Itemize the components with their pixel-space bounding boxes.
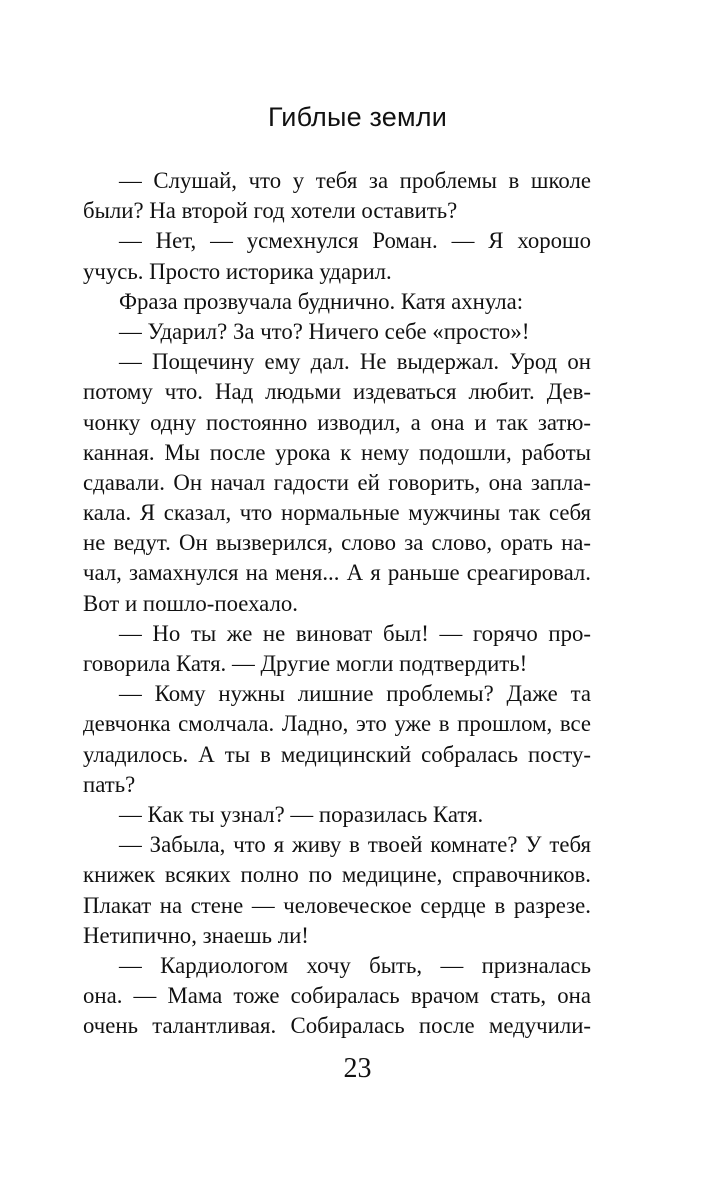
text-line: Нетипично, знаешь ли! — [83, 922, 309, 948]
text-line: Фраза прозвучала буднично. Катя ахнула: — [119, 288, 524, 314]
text-line: были? На второй год хотели оставить? — [83, 198, 458, 224]
page-number: 23 — [343, 1053, 372, 1084]
text-line: чал, замахнулся на меня... А я раньше среагировал. — [83, 560, 591, 586]
text-line: канная. Мы после урока к нему подошли, работы — [83, 439, 591, 465]
text-line: сдавали. Он начал гадости ей говорить, она запла- — [83, 469, 591, 495]
text-line: — Ударил? За что? Ничего себе «просто»! — [119, 318, 530, 344]
text-line: чонку одну постоянно изводил, а она и так затю- — [83, 409, 591, 435]
text-line: не ведут. Он вызверился, слово за слово, орать на- — [83, 530, 591, 556]
text-line: она. — Мама тоже собиралась врачом стать, она — [83, 983, 591, 1009]
text-line: — Кому нужны лишние проблемы? Даже та — [119, 681, 591, 707]
text-line: — Кардиологом хочу быть, — призналась — [119, 952, 591, 978]
text-line: пать? — [83, 771, 136, 797]
text-line: очень талантливая. Собиралась после медучили- — [83, 1013, 591, 1039]
text-line: книжек всяких полно по медицине, справочников. — [83, 862, 591, 888]
text-line: уладилось. А ты в медицинский собралась посту- — [83, 741, 591, 767]
text-line: — Пощечину ему дал. Не выдержал. Урод он — [119, 349, 591, 375]
text-line: потому что. Над людьми издеваться любит. Дев- — [83, 379, 591, 405]
text-line: Вот и пошло-поехало. — [83, 590, 298, 616]
text-line: кала. Я сказал, что нормальные мужчины так себя — [83, 500, 591, 526]
text-line: Плакат на стене — человеческое сердце в разрезе. — [83, 892, 591, 918]
text-line: учусь. Просто историка ударил. — [83, 258, 392, 284]
body-text — [83, 166, 591, 1041]
text-line: — Забыла, что я живу в твоей комнате? У тебя — [119, 832, 591, 858]
text-line: — Нет, — усмехнулся Роман. — Я хорошо — [119, 228, 591, 254]
running-title: Гиблые земли — [267, 102, 447, 132]
text-line: девчонка смолчала. Ладно, это уже в прошлом, все — [83, 711, 591, 737]
text-line: — Слушай, что у тебя за проблемы в школе — [119, 168, 591, 193]
text-line: говорила Катя. — Другие могли подтвердить! — [83, 651, 528, 676]
text-line: — Но ты же не виноват был! — горячо про- — [119, 620, 591, 646]
text-line: — Как ты узнал? — поразилась Катя. — [119, 801, 484, 827]
